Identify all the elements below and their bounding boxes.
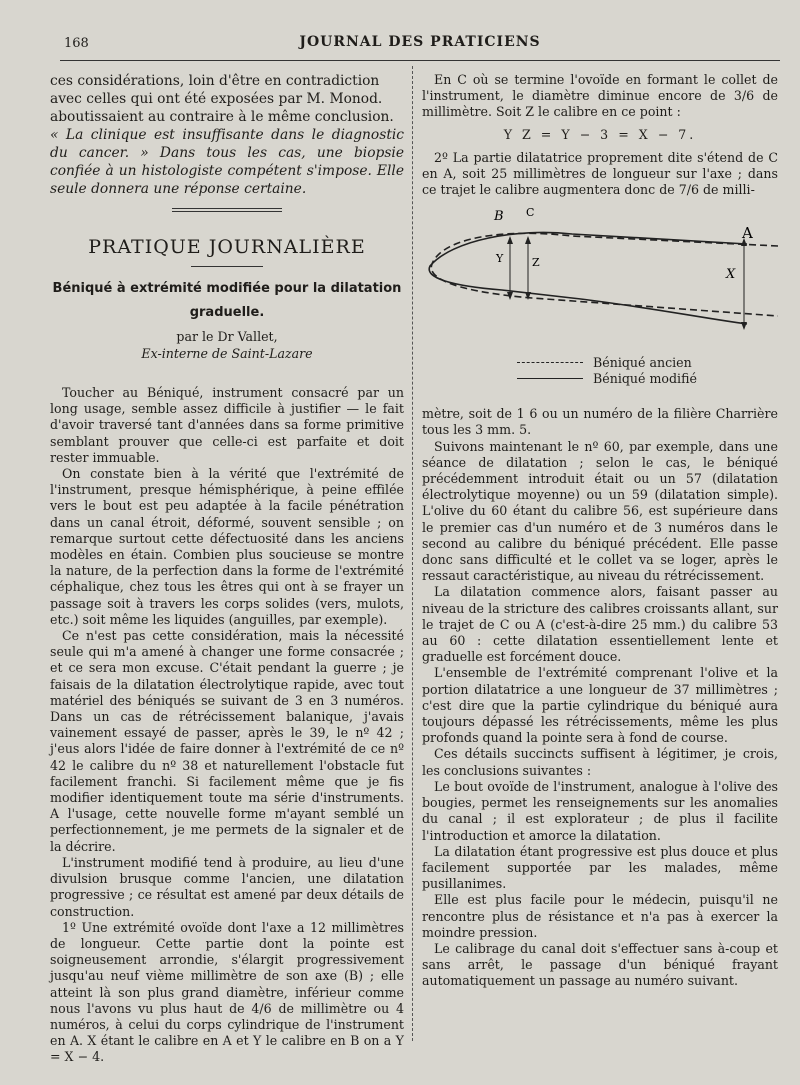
paragraph: Ces détails succincts suffisent à légitimer, je crois, les conclusions suivantes : [422, 746, 778, 778]
page-header [60, 34, 780, 56]
label-b: B [494, 209, 504, 225]
diagram-legend [517, 354, 697, 386]
dashed-line-swatch [517, 362, 583, 363]
label-z: Z [532, 256, 540, 270]
paragraph: Toucher au Béniqué, instrument consacré par un long usage, semble assez difficile à justifier — le fait d'avoir traversé tant d'années dans sa forme primitive semblant prouver que celle-ci est parfaite et doit rester immuable. [50, 385, 404, 465]
intro-line-3: aboutissaient au contraire à le même conclusion. [50, 109, 394, 125]
section-separator [172, 208, 282, 212]
paragraph: 2º La partie dilatatrice proprement dite s'étend de C en A, soit 25 millimètres de longueur sur l'axe ; dans ce trajet le calibre augmentera donc de 7/6 de milli- [422, 149, 778, 198]
paragraph: Elle est plus facile pour le médecin, puisqu'il ne rencontre plus de résistance et n'a pas à exercer la moindre pression. [422, 892, 778, 940]
solid-line-swatch [517, 378, 583, 379]
article-title [50, 277, 404, 325]
article-title-line-2: graduelle. [189, 305, 265, 320]
legend-old [517, 354, 697, 370]
biopsy-quote: « La clinique est insuffisante dans le diagnostic du cancer. » Dans tous les cas, une biopsie confiée à un histologiste compétent s'impose. Elle seule donnera une réponse certaine. [50, 127, 404, 197]
label-x: X [726, 267, 736, 283]
article-title-line-1: Béniqué à extrémité modifiée pour la dilatation [52, 281, 402, 296]
page-number: 168 [64, 36, 89, 51]
label-a: A [742, 224, 753, 243]
beniqué-diagram-figure [422, 206, 778, 356]
section-title-rule [191, 266, 263, 267]
author-byline: par le Dr Vallet, [176, 329, 278, 344]
beniqué-diagram [422, 206, 778, 406]
paragraph: Le calibrage du canal doit s'effectuer sans à-coup et sans arrêt, le passage d'un béniqué frayant automatiquement un passage au numéro suivant. [422, 940, 778, 989]
legend-old-label: Béniqué ancien [593, 354, 692, 370]
paragraph: La dilatation étant progressive est plus douce et plus facilement supportée par les malades, même pusillanimes. [422, 843, 778, 892]
header-rule [60, 60, 780, 61]
paragraph: La dilatation commence alors, faisant passer au niveau de la stricture des calibres croissants allant, sur le trajet de C ou A (c'est-à-dire 25 mm.) du calibre 53 au 60 : cette dilatation essentiellement lente et graduelle est forcément douce. [422, 584, 778, 665]
legend-new-label: Béniqué modifié [593, 370, 697, 386]
author-affiliation: Ex-interne de Saint-Lazare [141, 346, 313, 361]
intro-line-1: ces considérations, loin d'être en contradiction [50, 73, 380, 89]
paragraph: Le bout ovoïde de l'instrument, analogue à l'olive des bougies, permet les renseignements sur les anomalies du canal ; il est explorateur ; de plus il facilite l'introduction et amorce la dilatation. [422, 778, 778, 843]
label-y: Y [496, 252, 504, 266]
intro-line-2: avec celles qui ont été exposées par M. Monod. [50, 91, 383, 107]
column-divider [412, 66, 413, 1041]
right-column [422, 72, 778, 990]
section-title: PRATIQUE JOURNALIÈRE [88, 236, 366, 258]
paragraph: On constate bien à la vérité que l'extrémité de l'instrument, presque hémisphérique, à peine effilée vers le bout est peu adaptée à la facile pénétration dans un canal étroit, déformé, souvent sensible ; on remarque surtout cette défectuosité dans les anciens modèles en étain. Combien plus soucieuse se montre la nature, de la perfection dans la forme de l'extrémité céphalique, chez tous les êtres qui ont à se frayer un passage soit à travers les corps solides (vers, mulots, etc.) soit même les liquides (anguilles, par exemple). [50, 466, 404, 627]
paragraph: Suivons maintenant le nº 60, par exemple, dans une séance de dilatation ; selon le cas, le béniqué précédemment introduit était ou un 57 (dilatation électrolytique moyenne) ou un 59 (dilatation simple). L'olive du 60 étant du calibre 56, est supérieure dans le premier cas d'un numéro et de 3 numéros dans le second au calibre du béniqué précédent. Elle passe donc sans difficulté et le collet va se loger, après le ressaut caractéristique, au niveau du rétrécissement. [422, 438, 778, 584]
paragraph: L'ensemble de l'extrémité comprenant l'olive et la portion dilatatrice a une longueur de 37 millimètres ; c'est dire que la partie cylindrique du béniqué aura toujours dépassé les rétrécissements, même les plus profonds quand la pointe sera à fond de course. [422, 665, 778, 746]
legend-new [517, 370, 697, 386]
label-c: C [526, 206, 535, 220]
paragraph: L'instrument modifié tend à produire, au lieu d'une divulsion brusque comme l'ancien, une dilatation progressive ; ce résultat est amené par deux détails de construction. [50, 854, 404, 919]
paragraph: En C où se termine l'ovoïde en formant le collet de l'instrument, le diamètre diminue encore de 3/6 de millimètre. Soit Z le calibre en ce point : [422, 72, 778, 120]
paragraph: Ce n'est pas cette considération, mais la nécessité seule qui m'a amené à changer une forme consacrée ; et ce sera mon excuse. C'était pendant la guerre ; je faisais de la dilatation électrolytique rapide, avec tout matériel des béniqués se suivant de 3 en 3 numéros. Dans un cas de rétrécissement balanique, j'avais vainement essayé de passer, après le 39, le nº 42 ; j'eus alors l'idée de faire donner à l'extrémité de ce nº 42 le calibre du nº 38 et naturellement l'obstacle fut facilement franchi. Si facilement même que je fis modifier identiquement toute ma série d'instruments. A l'usage, cette nouvelle forme m'ayant semblé un perfectionnement, je me permets de la signaler et de la décrire. [50, 628, 404, 854]
left-column [50, 72, 404, 1066]
paragraph: mètre, soit de 1 6 ou un numéro de la filière Charrière tous les 3 mm. 5. [422, 406, 778, 438]
calibre-formula: Y Z = Y − 3 = X − 7. [503, 126, 697, 142]
paragraph: 1º Une extrémité ovoïde dont l'axe a 12 millimètres de longueur. Cette partie dont la pointe est soigneusement arrondie, s'élargit progressivement jusqu'au neuf vième millimètre de son axe (B) ; elle atteint là son plus grand diamètre, inférieur comme nous l'avons vu plus haut de 4/6 de millimètre ou 4 numéros, à celui du corps cylindrique de l'instrument en A. X étant le calibre en A et Y le calibre en B on a Y = X − 4. [50, 919, 404, 1065]
journal-title: JOURNAL DES PRATICIENS [299, 34, 541, 50]
